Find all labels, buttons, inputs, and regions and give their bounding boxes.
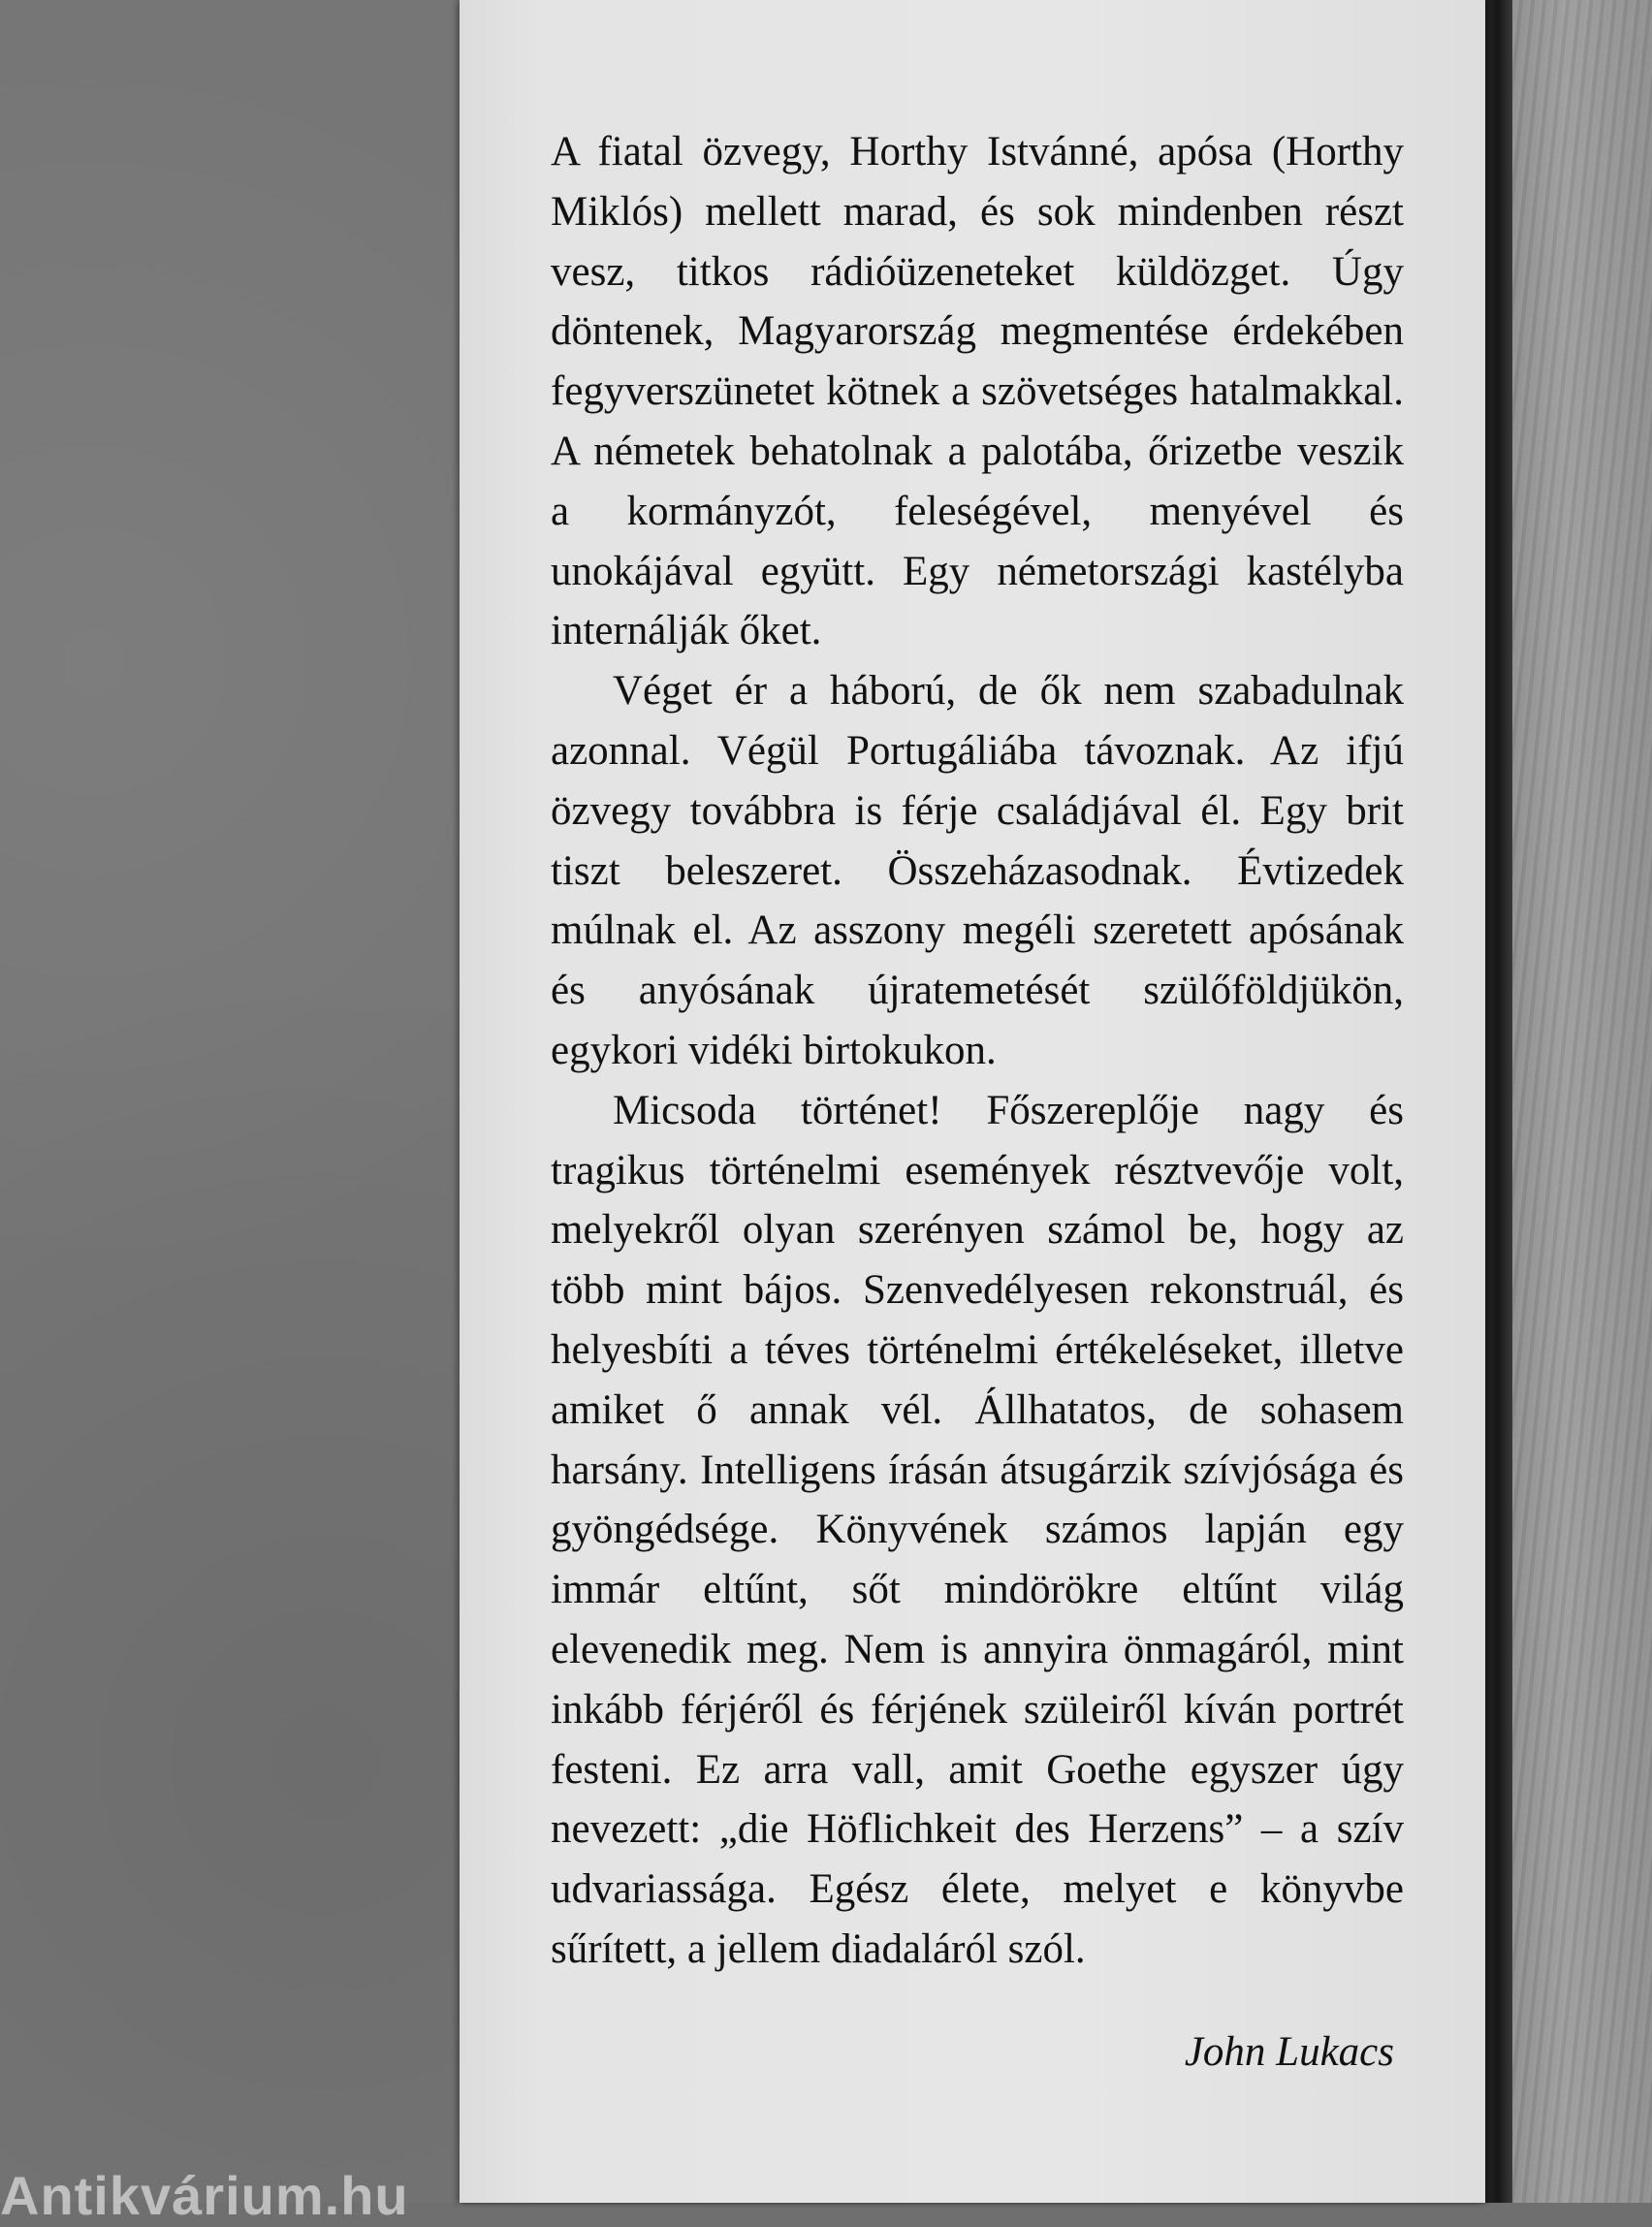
- right-background: [1493, 0, 1652, 2203]
- backing-edge: [1483, 0, 1512, 2203]
- paragraph-3: Micsoda történet! Főszereplője nagy és tragikus történelmi események résztvevője volt, melyekről olyan szerényen számol be, hogy az több mint bájos. Szenvedélyesen rekonstruál, és helyesbíti a téves történelmi értékeléseket, illetve amiket ő annak vél. Állhatatos, de sohasem harsány. Intelligens írásán átsugárzik szívjósága és gyöngédsége. Könyvének számos lapján egy immár eltűnt, sőt mindörökre eltűnt világ elevenedik meg. Nem is annyira önmagáról, mint inkább férjéről és férjének szüleiről kíván portrét festeni. Ez arra vall, amit Goethe egyszer úgy nevezett: „die Höflichkeit des Herzens” – a szív udvariassága. Egész élete, melyet e könyvbe sűrített, a jellem diadaláról szól.: [551, 1087, 1404, 1972]
- paragraph-1: A fiatal özvegy, Horthy Istvánné, apósa (Horthy Miklós) mellett marad, és sok mindenben részt vesz, titkos rádióüzeneteket küldözget. Úgy döntenek, Magyarország megmentése érdekében fegyverszünetet kötnek a szövetséges hatalmakkal. A németek behatolnak a palotába, őrizetbe veszik a kormányzót, feleségével, menyével és unokájával együtt. Egy németországi kastélyba internálják őket.: [551, 129, 1404, 654]
- book-flap: [460, 0, 1485, 2203]
- author-signature: John Lukacs: [1184, 2029, 1394, 2075]
- paragraph-2: Véget ér a háború, de ők nem szabadulnak azonnal. Végül Portugáliába távoznak. Az ifjú özvegy továbbra is férje családjával él. Egy brit tiszt beleszeret. Összeházasodnak. Évtizedek múlnak el. Az asszony megéli szeretett apósának és anyósának újratemetését szülőföldjükön, egykori vidéki birtokukon.: [551, 668, 1404, 1073]
- blurb-text: [551, 122, 1404, 1980]
- left-background: [0, 0, 463, 2203]
- watermark: Antikvárium.hu: [0, 2165, 409, 2226]
